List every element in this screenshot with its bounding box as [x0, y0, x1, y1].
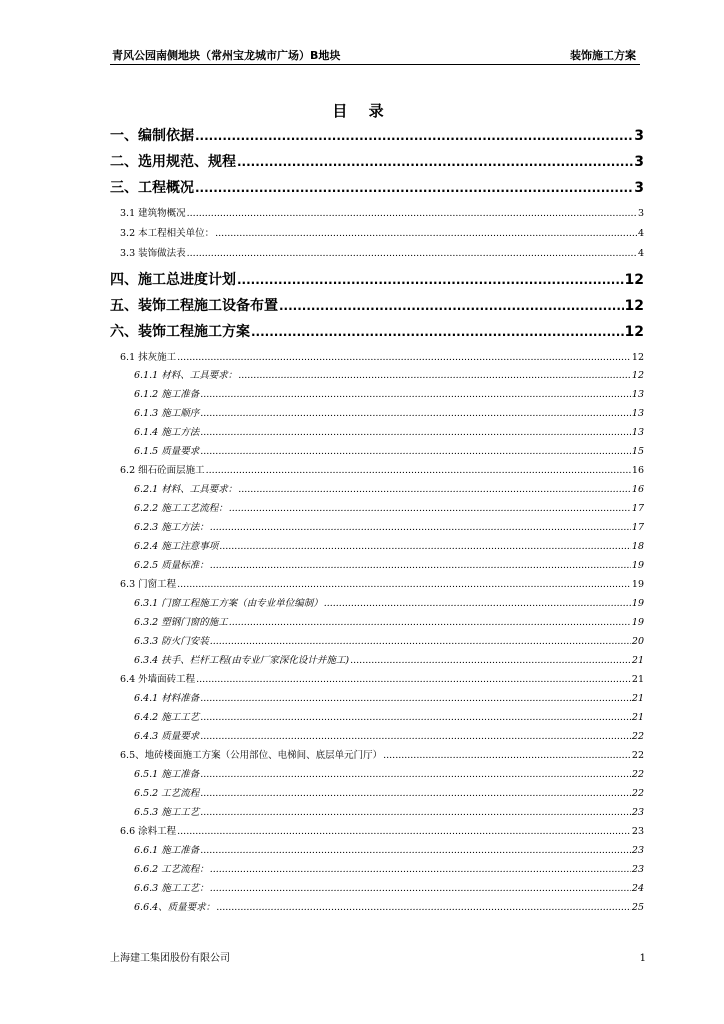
toc-dot-leader — [229, 615, 631, 631]
toc-entry-label: 3.2 本工程相关单位： — [120, 228, 215, 239]
toc-dot-leader — [200, 710, 631, 726]
toc-entry-page: 24 — [631, 883, 644, 894]
toc-entry-level1[interactable] — [110, 270, 644, 290]
toc-entry-level1[interactable] — [110, 152, 644, 172]
toc-entry-level3[interactable] — [134, 387, 644, 403]
toc-entry-level3[interactable] — [134, 615, 644, 631]
toc-title: 目 录 — [332, 102, 392, 120]
toc-entry-label: 6.2.3 施工方法： — [134, 522, 209, 533]
toc-entry-level2[interactable] — [120, 226, 644, 242]
toc-entry-level1[interactable] — [110, 178, 644, 198]
toc-entry-label: 6.6.3 施工工艺： — [134, 883, 209, 894]
toc-entry-label: 6.5、地砖楼面施工方案（公用部位、电梯间、底层单元门厅） — [120, 750, 383, 761]
toc-entry-level3[interactable] — [134, 900, 644, 916]
toc-dot-leader — [219, 539, 631, 555]
toc-entry-page: 3 — [634, 154, 644, 170]
header-doc-title: 装饰施工方案 — [570, 49, 636, 62]
toc-entry-label: 6.3 门窗工程 — [120, 579, 177, 590]
toc-dot-leader — [210, 634, 631, 650]
toc-dot-leader — [200, 406, 631, 422]
toc-dot-leader — [177, 350, 631, 366]
toc-entry-label: 6.2.5 质量标准： — [134, 560, 209, 571]
toc-entry-page: 15 — [631, 446, 644, 457]
toc-entry-level3[interactable] — [134, 729, 644, 745]
toc-entry-label: 五、装饰工程施工设备布置 — [110, 298, 278, 314]
toc-entry-label: 6.5.2 工艺流程 — [134, 788, 200, 799]
toc-dot-leader — [187, 206, 637, 222]
toc-entry-page: 19 — [631, 617, 644, 628]
toc-entry-page: 17 — [631, 522, 644, 533]
header-project-name: 青风公园南侧地块（常州宝龙城市广场）B地块 — [112, 49, 341, 62]
toc-entry-label: 6.5.3 施工工艺 — [134, 807, 200, 818]
toc-entry-page: 12 — [624, 324, 644, 340]
toc-entry-label: 6.3.1 门窗工程施工方案（由专业单位编制） — [134, 598, 323, 609]
toc-entry-page: 19 — [631, 598, 644, 609]
toc-entry-level3[interactable] — [134, 691, 644, 707]
page-footer — [110, 951, 646, 967]
toc-entry-page: 22 — [631, 788, 644, 799]
toc-entry-label: 6.1.5 质量要求 — [134, 446, 200, 457]
toc-entry-level1[interactable] — [110, 296, 644, 316]
toc-entry-level3[interactable] — [134, 539, 644, 555]
toc-entry-level3[interactable] — [134, 444, 644, 460]
footer-page-number: 1 — [639, 953, 646, 964]
toc-entry-page: 12 — [631, 370, 644, 381]
toc-dot-leader — [200, 444, 631, 460]
toc-entry-level1[interactable] — [110, 322, 644, 342]
toc-entry-label: 3.1 建筑物概况 — [120, 208, 186, 219]
toc-dot-leader — [237, 152, 633, 172]
toc-entry-page: 22 — [631, 731, 644, 742]
toc-entry-label: 6.1 抹灰施工 — [120, 352, 177, 363]
toc-dot-leader — [200, 425, 631, 441]
toc-entry-page: 3 — [634, 128, 644, 144]
toc-entry-label: 三、工程概况 — [110, 180, 194, 196]
toc-entry-label: 6.3.3 防火门安装 — [134, 636, 209, 647]
footer-company: 上海建工集团股份有限公司 — [110, 953, 230, 964]
toc-dot-leader — [238, 368, 631, 384]
toc-entry-level2[interactable] — [120, 577, 644, 593]
toc-entry-label: 6.2.1 材料、工具要求： — [134, 484, 238, 495]
toc-entry-label: 6.2.2 施工工艺流程： — [134, 503, 228, 514]
toc-entry-page: 21 — [631, 655, 644, 666]
toc-entry-level3[interactable] — [134, 653, 644, 669]
toc-entry-label: 6.3.2 塑钢门窗的施工 — [134, 617, 228, 628]
toc-entry-level3[interactable] — [134, 406, 644, 422]
toc-entry-label: 四、施工总进度计划 — [110, 272, 236, 288]
toc-entry-level2[interactable] — [120, 463, 644, 479]
toc-entry-page: 12 — [624, 298, 644, 314]
toc-dot-leader — [279, 296, 624, 316]
toc-entry-level3[interactable] — [134, 767, 644, 783]
toc-entry-level3[interactable] — [134, 520, 644, 536]
toc-dot-leader — [210, 520, 631, 536]
toc-entry-page: 12 — [624, 272, 644, 288]
toc-entry-level3[interactable] — [134, 634, 644, 650]
toc-entry-page: 13 — [631, 427, 644, 438]
toc-entry-level3[interactable] — [134, 425, 644, 441]
toc-entry-page: 21 — [631, 674, 644, 685]
toc-entry-page: 4 — [637, 228, 644, 239]
toc-entry-level2[interactable] — [120, 672, 644, 688]
toc-entry-level2[interactable] — [120, 350, 644, 366]
toc-entry-page: 13 — [631, 408, 644, 419]
toc-entry-label: 6.6 涂料工程 — [120, 826, 177, 837]
toc-entry-page: 3 — [634, 180, 644, 196]
toc-entry-level2[interactable] — [120, 824, 644, 840]
toc-entry-level3[interactable] — [134, 596, 644, 612]
toc-entry-page: 13 — [631, 389, 644, 400]
toc-dot-leader — [200, 729, 631, 745]
toc-entry-page: 4 — [637, 248, 644, 259]
toc-entry-label: 6.6.2 工艺流程： — [134, 864, 209, 875]
toc-entry-label: 6.3.4 扶手、栏杆工程(由专业厂家深化设计并施工) — [134, 655, 350, 666]
toc-entry-level3[interactable] — [134, 558, 644, 574]
toc-entry-label: 一、编制依据 — [110, 128, 194, 144]
toc-entry-page: 12 — [631, 352, 644, 363]
toc-dot-leader — [195, 126, 633, 146]
toc-entry-page: 3 — [637, 208, 644, 219]
toc-dot-leader — [200, 805, 631, 821]
toc-entry-page: 22 — [631, 769, 644, 780]
toc-entry-label: 6.6.1 施工准备 — [134, 845, 200, 856]
toc-entry-label: 3.3 装饰做法表 — [120, 248, 186, 259]
toc-entry-level3[interactable] — [134, 368, 644, 384]
toc-entry-level2[interactable] — [120, 246, 644, 262]
toc-dot-leader — [195, 178, 633, 198]
toc-dot-leader — [200, 843, 631, 859]
toc-dot-leader — [350, 653, 631, 669]
toc-dot-leader — [383, 748, 631, 764]
toc-entry-label: 6.1.4 施工方法 — [134, 427, 200, 438]
toc-entry-page: 20 — [631, 636, 644, 647]
toc-entry-page: 19 — [631, 579, 644, 590]
toc-entry-label: 6.1.2 施工准备 — [134, 389, 200, 400]
toc-entry-page: 23 — [631, 864, 644, 875]
toc-dot-leader — [210, 558, 631, 574]
toc-dot-leader — [206, 463, 631, 479]
toc-entry-page: 21 — [631, 712, 644, 723]
toc-entry-level3[interactable] — [134, 843, 644, 859]
toc-dot-leader — [238, 482, 631, 498]
toc-dot-leader — [215, 226, 637, 242]
toc-entry-level3[interactable] — [134, 710, 644, 726]
toc-entry-page: 22 — [631, 750, 644, 761]
toc-entry-label: 6.1.3 施工顺序 — [134, 408, 200, 419]
toc-dot-leader — [237, 270, 624, 290]
toc-entry-page: 16 — [631, 484, 644, 495]
toc-entry-level1[interactable] — [110, 126, 644, 146]
toc-entry-level3[interactable] — [134, 805, 644, 821]
page-header — [110, 48, 640, 65]
toc-dot-leader — [216, 900, 631, 916]
toc-dot-leader — [177, 577, 631, 593]
toc-dot-leader — [196, 672, 631, 688]
toc-entry-level3[interactable] — [134, 881, 644, 897]
toc-entry-level3[interactable] — [134, 501, 644, 517]
toc-dot-leader — [187, 246, 637, 262]
toc-entry-page: 16 — [631, 465, 644, 476]
toc-dot-leader — [210, 862, 631, 878]
toc-entry-label: 6.2 细石砼面层施工 — [120, 465, 205, 476]
toc-entry-level3[interactable] — [134, 862, 644, 878]
toc-dot-leader — [200, 387, 631, 403]
toc-entry-label: 6.4 外墙面砖工程 — [120, 674, 196, 685]
toc-entry-label: 6.6.4、质量要求： — [134, 902, 216, 913]
toc-dot-leader — [229, 501, 631, 517]
toc-entry-page: 18 — [631, 541, 644, 552]
toc-entry-level2[interactable] — [120, 206, 644, 222]
toc-dot-leader — [200, 786, 631, 802]
toc-entry-label: 六、装饰工程施工方案 — [110, 324, 250, 340]
toc-entry-page: 25 — [631, 902, 644, 913]
toc-entry-page: 23 — [631, 826, 644, 837]
toc-entry-level2[interactable] — [120, 748, 644, 764]
toc-entry-page: 23 — [631, 845, 644, 856]
toc-dot-leader — [200, 767, 631, 783]
toc-entry-label: 6.1.1 材料、工具要求： — [134, 370, 238, 381]
toc-entry-label: 6.2.4 施工注意事项 — [134, 541, 219, 552]
toc-entry-page: 23 — [631, 807, 644, 818]
toc-entry-level3[interactable] — [134, 482, 644, 498]
toc-dot-leader — [177, 824, 631, 840]
toc-entry-label: 6.4.3 质量要求 — [134, 731, 200, 742]
toc-dot-leader — [324, 596, 631, 612]
toc-entry-page: 21 — [631, 693, 644, 704]
toc-entry-page: 19 — [631, 560, 644, 571]
toc-dot-leader — [200, 691, 631, 707]
toc-dot-leader — [251, 322, 624, 342]
toc-entry-label: 6.4.2 施工工艺 — [134, 712, 200, 723]
toc-entry-label: 6.4.1 材料准备 — [134, 693, 200, 704]
toc-dot-leader — [210, 881, 631, 897]
toc-entry-label: 二、选用规范、规程 — [110, 154, 236, 170]
toc-entry-level3[interactable] — [134, 786, 644, 802]
toc-entry-label: 6.5.1 施工准备 — [134, 769, 200, 780]
toc-entry-page: 17 — [631, 503, 644, 514]
